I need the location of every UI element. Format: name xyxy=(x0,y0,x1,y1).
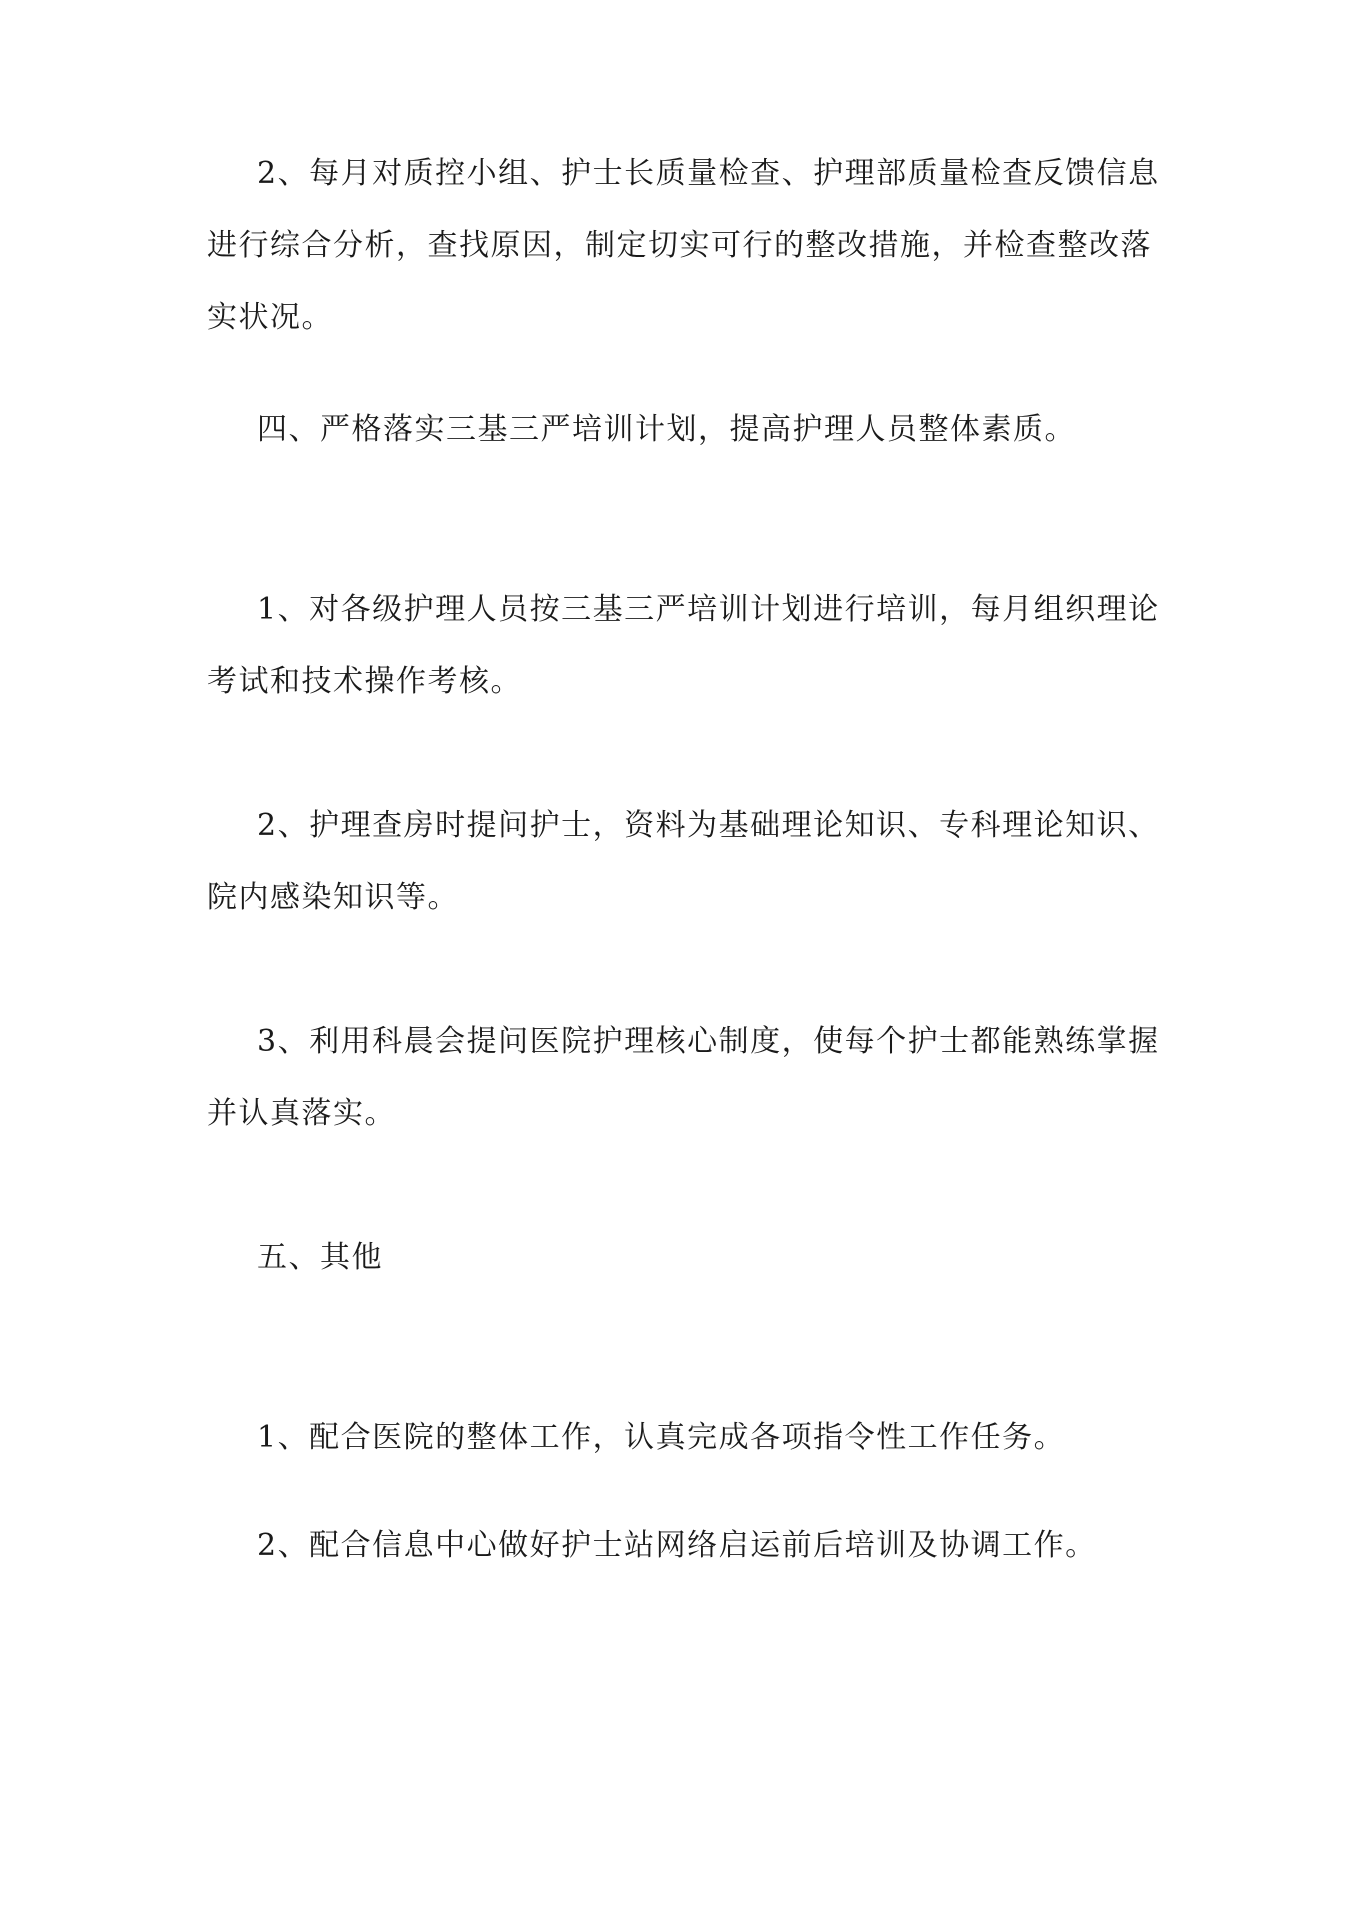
heading-section-four: 四、严格落实三基三严培训计划，提高护理人员整体素质。 xyxy=(257,412,1076,447)
paragraph-core-system: 3、利用科晨会提问医院护理核心制度，使每个护士都能熟练掌握并认真落实。 xyxy=(207,1024,1160,1131)
paragraph-network-training: 2、配合信息中心做好护士站网络启运前后培训及协调工作。 xyxy=(257,1528,1097,1563)
paragraph-training-exams: 1、对各级护理人员按三基三严培训计划进行培训，每月组织理论考试和技术操作考核。 xyxy=(207,592,1160,699)
paragraph-ward-round-questions: 2、护理查房时提问护士，资料为基础理论知识、专科理论知识、院内感染知识等。 xyxy=(207,808,1160,915)
paragraph-quality-analysis: 2、每月对质控小组、护士长质量检查、护理部质量检查反馈信息进行综合分析，查找原因，制定切实可行的整改措施，并检查整改落实状况。 xyxy=(207,156,1160,335)
paragraph-hospital-tasks: 1、配合医院的整体工作，认真完成各项指令性工作任务。 xyxy=(257,1420,1066,1455)
heading-section-five: 五、其他 xyxy=(257,1240,383,1275)
